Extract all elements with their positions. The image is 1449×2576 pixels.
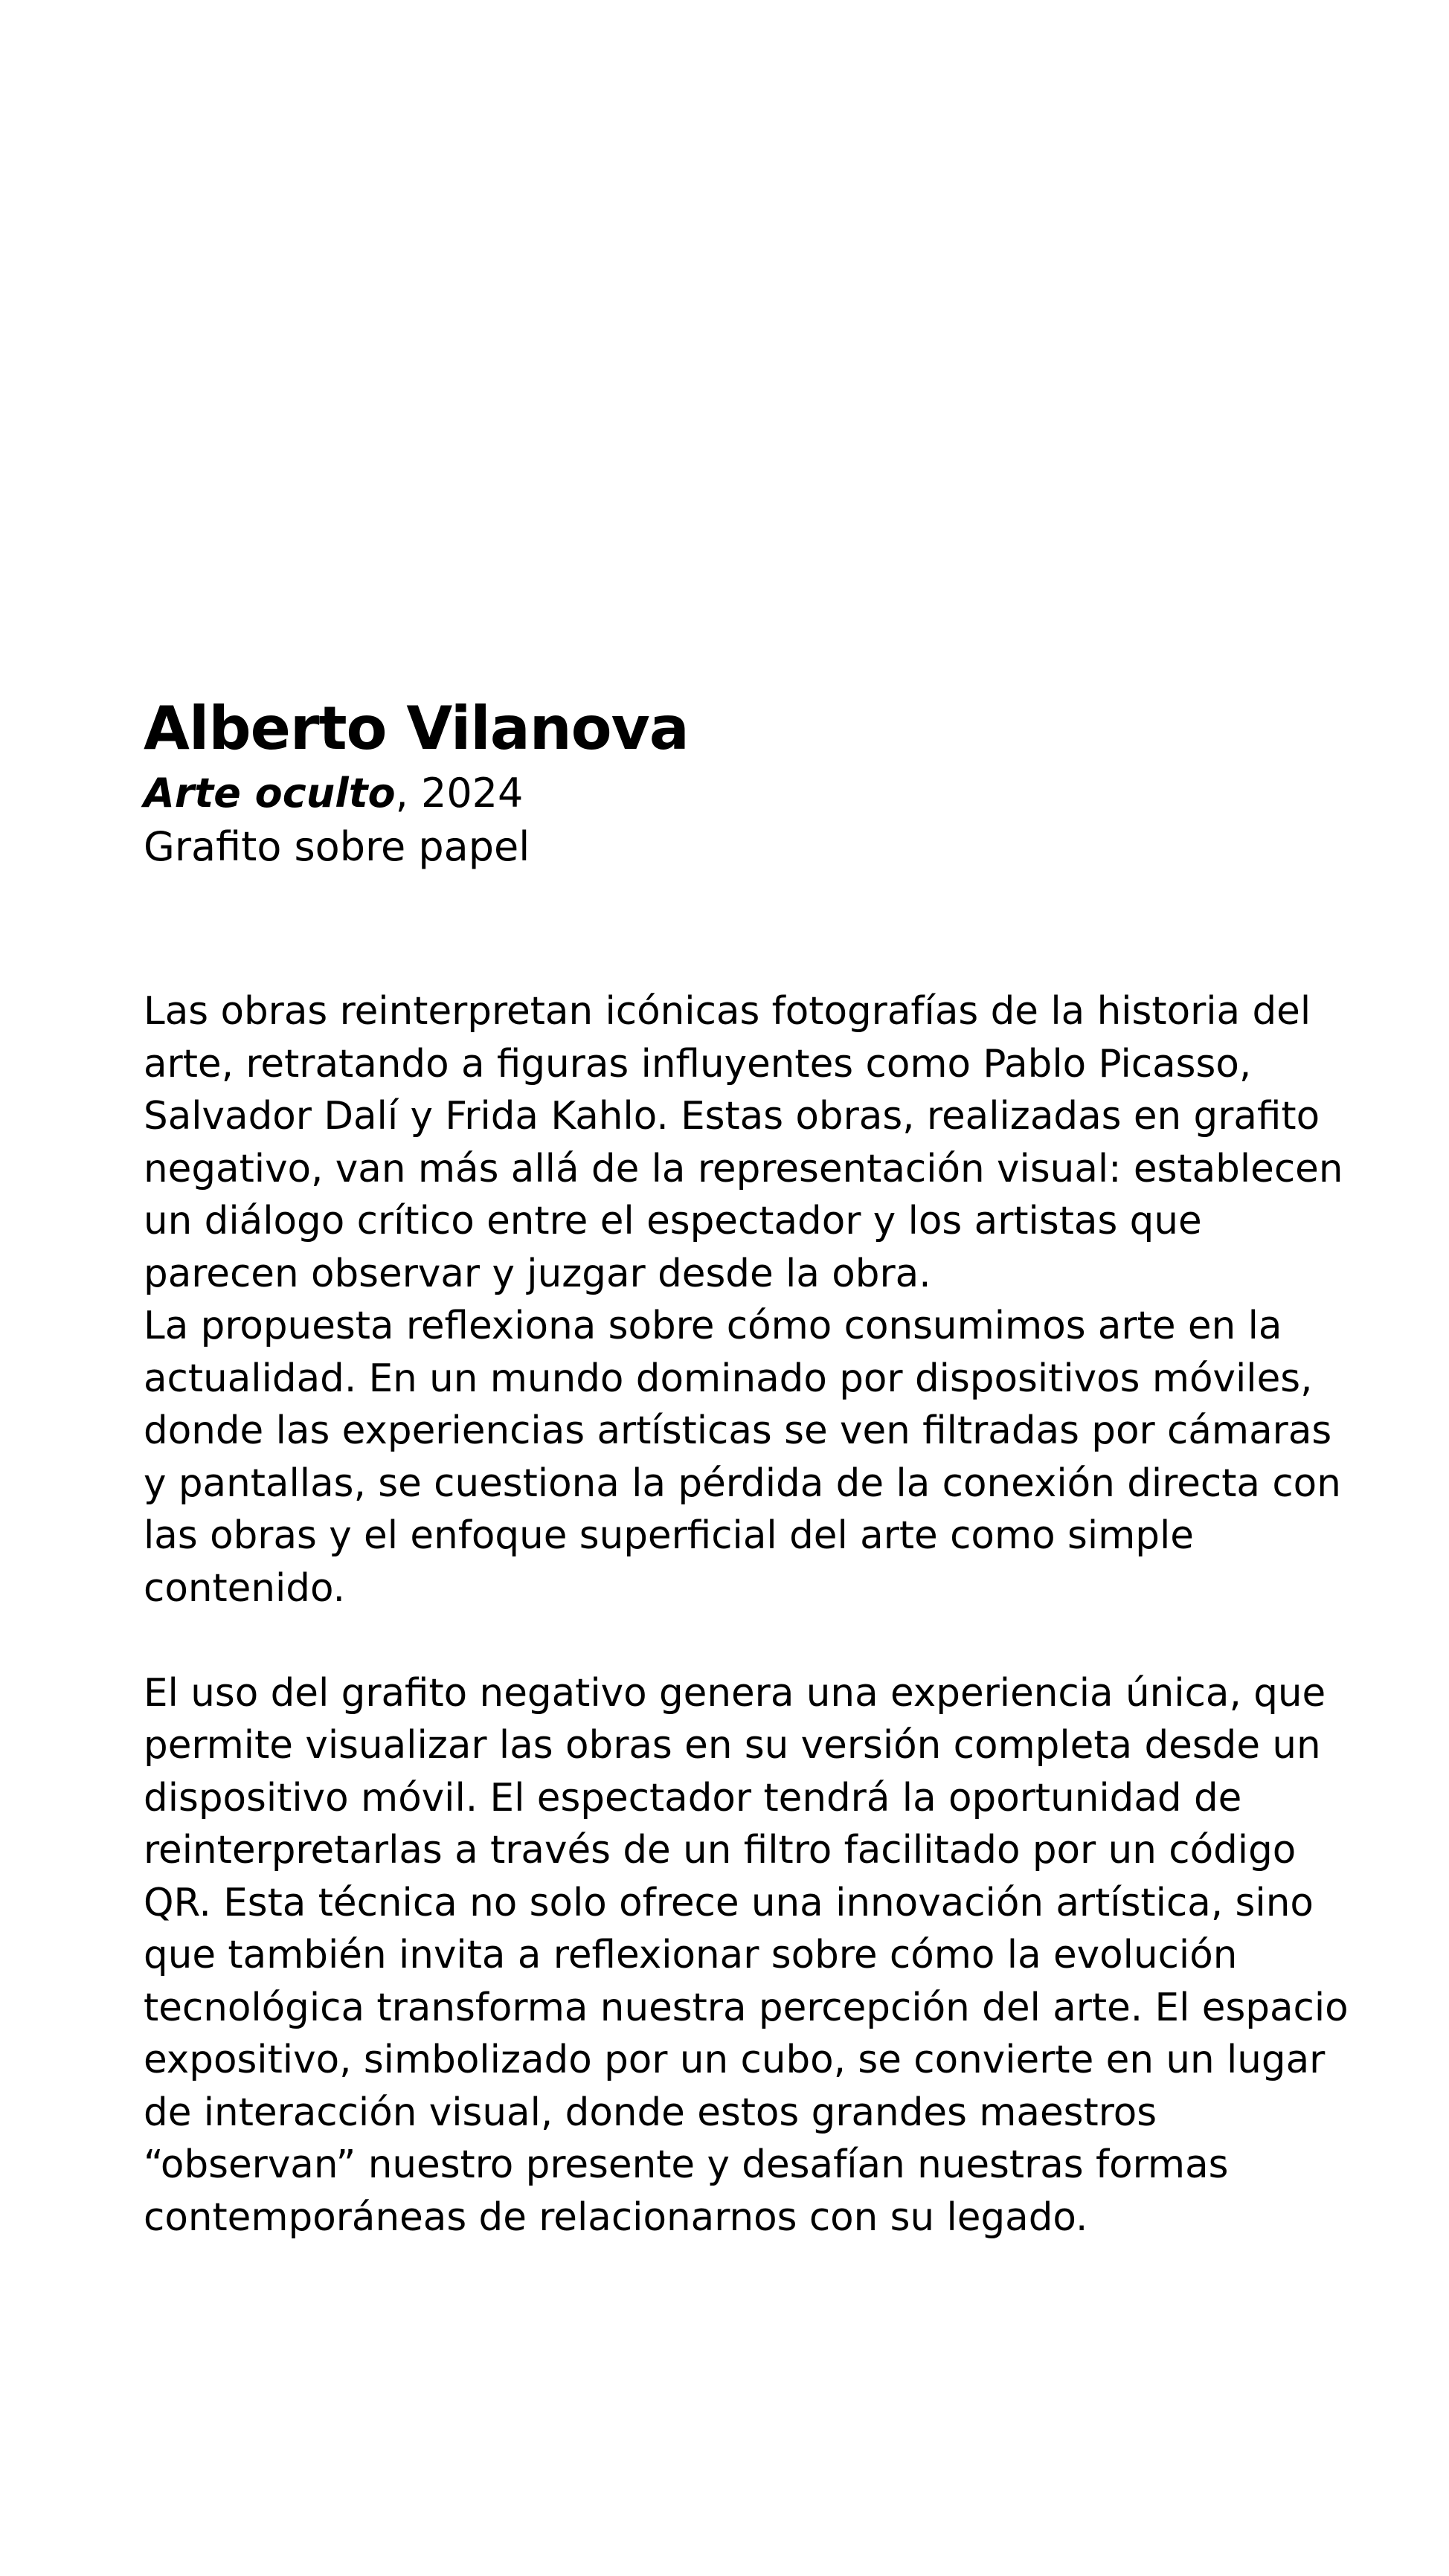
description-paragraph-1: Las obras reinterpretan icónicas fotografías de la historia del arte, retratando a figuras influyentes como Pablo Picasso, Salvador Dalí y Frida Kahlo. Estas obras, realizadas en grafito negativo, van más allá de la representación visual: establecen un diálogo crítico entre el espectador y los artistas que parecen observar y juzgar desde la obra.: [144, 989, 1343, 1296]
description-paragraph-2: La propuesta reflexiona sobre cómo consumimos arte en la actualidad. En un mundo dominado por dispositivos móviles, donde las experiencias artísticas se ven filtradas por cámaras y pantallas, se cuestiona la pérdida de la conexión directa con las obras y el enfoque superficial del arte como simple contenido.: [144, 1304, 1341, 1611]
artwork-label: [144, 692, 1334, 873]
description-paragraph-3: El uso del grafito negativo genera una experiencia única, que permite visualizar las obras en su versión completa desde un dispositivo móvil. El espectador tendrá la oportunidad de reinterpretarlas a través de un filtro facilitado por un código QR. Esta técnica no solo ofrece una innovación artística, sino que también invita a reflexionar sobre cómo la evolución tecnológica transforma nuestra percepción del arte. El espacio expositivo, simbolizado por un cubo, se convierte en un lugar de interacción visual, donde estos grandes maestros “observan” nuestro presente y desafían nuestras formas contemporáneas de relacionarnos con su legado.: [144, 1670, 1349, 2240]
artwork-title: Arte oculto: [144, 770, 396, 817]
artwork-title-line: [144, 766, 1334, 821]
artist-name: Alberto Vilanova: [144, 694, 689, 763]
artwork-medium: Grafito sobre papel: [144, 823, 530, 870]
artwork-description: [144, 985, 1349, 2244]
artwork-year: , 2024: [395, 770, 524, 817]
